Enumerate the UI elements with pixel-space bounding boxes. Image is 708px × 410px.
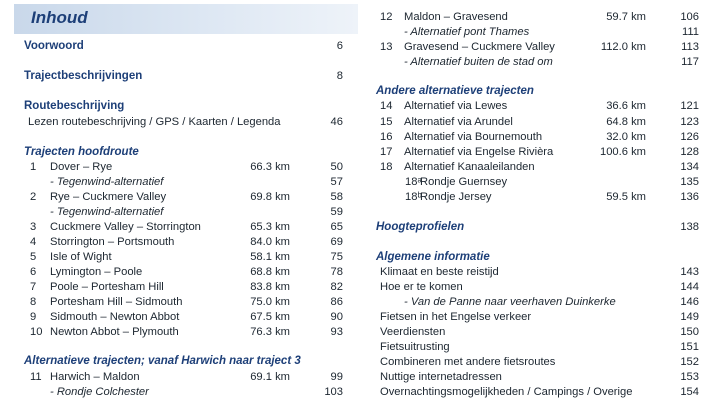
page-number: 78 <box>330 266 343 278</box>
page-number: 111 <box>681 26 699 38</box>
toc-entry <box>0 99 360 114</box>
route-distance: 84.0 km <box>250 236 290 248</box>
page-number: 144 <box>680 281 699 293</box>
toc-entry <box>360 25 708 40</box>
route-number: 6 <box>30 266 37 278</box>
sub-entry-title: - Alternatief pont Thames <box>404 26 530 38</box>
toc-entry <box>360 160 708 175</box>
sub-entry-title: - Rondje Colchester <box>50 386 149 398</box>
entry-title: Fietsuitrusting <box>380 341 450 353</box>
route-title: Newton Abbot – Plymouth <box>50 326 179 338</box>
toc-entry <box>360 280 708 295</box>
route-title: Lymington – Poole <box>50 266 143 278</box>
page-number: 106 <box>680 11 699 23</box>
route-title: Storrington – Portsmouth <box>50 236 175 248</box>
page-number: 6 <box>336 40 343 52</box>
toc-entry <box>0 280 360 295</box>
page-number: 138 <box>680 221 699 233</box>
page-number: 93 <box>330 326 343 338</box>
page-number: 117 <box>681 56 699 68</box>
toc-entry <box>360 250 708 265</box>
toc-entry <box>360 220 708 235</box>
route-distance: 36.6 km <box>606 100 646 112</box>
route-title: Alternatief via Arundel <box>404 116 513 128</box>
page-number: 123 <box>680 116 699 128</box>
route-distance: 64.8 km <box>606 116 646 128</box>
route-distance: 76.3 km <box>250 326 290 338</box>
page-number: 143 <box>680 266 699 278</box>
entry-title: Fietsen in het Engelse verkeer <box>380 311 532 323</box>
route-number: 18ᵇ <box>405 191 422 203</box>
page-number: 113 <box>681 41 699 53</box>
page-number: 154 <box>680 386 699 398</box>
route-distance: 100.6 km <box>599 146 646 158</box>
entry-title: Overnachtingsmogelijkheden / Campings / Overige <box>380 386 633 398</box>
page-number: 46 <box>330 116 343 128</box>
toc-entry <box>360 130 708 145</box>
route-number: 12 <box>380 11 393 23</box>
page-number: 59 <box>330 206 343 218</box>
toc-entry <box>0 205 360 220</box>
toc-entry <box>360 370 708 385</box>
route-title: Alternatief Kanaaleilanden <box>404 161 535 173</box>
entry-title: Combineren met andere fietsroutes <box>380 356 556 368</box>
toc-entry <box>360 265 708 280</box>
toc-entry <box>0 265 360 280</box>
toc-entry <box>0 175 360 190</box>
page-number: 150 <box>680 326 699 338</box>
route-distance: 59.7 km <box>606 11 646 23</box>
route-distance: 68.8 km <box>250 266 290 278</box>
route-distance: 65.3 km <box>250 221 290 233</box>
toc-entry <box>0 235 360 250</box>
toc-entry <box>0 354 360 369</box>
route-number: 16 <box>380 131 393 143</box>
route-number: 13 <box>380 41 393 53</box>
route-number: 15 <box>380 116 393 128</box>
route-distance: 32.0 km <box>606 131 646 143</box>
toc-entry <box>360 10 708 25</box>
route-distance: 59.5 km <box>606 191 646 203</box>
route-distance: 58.1 km <box>250 251 290 263</box>
toc-entry <box>360 55 708 70</box>
route-title: Harwich – Maldon <box>50 371 140 383</box>
route-distance: 75.0 km <box>250 296 290 308</box>
route-distance: 69.1 km <box>250 371 290 383</box>
route-title: Dover – Rye <box>50 161 113 173</box>
route-number: 7 <box>30 281 37 293</box>
route-number: 9 <box>30 311 37 323</box>
page-number: 86 <box>330 296 343 308</box>
route-title: Alternatief via Lewes <box>404 100 508 112</box>
route-number: 10 <box>30 326 43 338</box>
entry-title: Lezen routebeschrijving / GPS / Kaarten / Legenda <box>28 116 281 128</box>
page-number: 69 <box>330 236 343 248</box>
entry-title: Hoe er te komen <box>380 281 463 293</box>
toc-entry <box>0 69 360 84</box>
page-title: Inhoud <box>31 8 88 27</box>
route-title: Sidmouth – Newton Abbot <box>50 311 180 323</box>
page-number: 82 <box>330 281 343 293</box>
page-number: 99 <box>330 371 343 383</box>
toc-entry <box>360 40 708 55</box>
toc-entry <box>360 190 708 205</box>
page-number: 90 <box>330 311 343 323</box>
route-number: 4 <box>30 236 37 248</box>
section-heading: Routebeschrijving <box>24 100 125 112</box>
page-number: 8 <box>336 70 343 82</box>
route-number: 1 <box>30 161 37 173</box>
route-title: Rye – Cuckmere Valley <box>50 191 167 203</box>
route-distance: 83.8 km <box>250 281 290 293</box>
page-number: 65 <box>330 221 343 233</box>
toc-entry <box>360 325 708 340</box>
sub-entry-title: - Tegenwind-alternatief <box>50 206 164 218</box>
route-number: 17 <box>380 146 393 158</box>
toc-entry <box>0 310 360 325</box>
route-number: 3 <box>30 221 37 233</box>
entry-title: Nuttige internetadressen <box>380 371 502 383</box>
toc-entry <box>0 220 360 235</box>
page-number: 134 <box>680 161 699 173</box>
page-number: 126 <box>680 131 699 143</box>
page-number: 151 <box>680 341 699 353</box>
entry-title: Klimaat en beste reistijd <box>380 266 499 278</box>
route-title: Isle of Wight <box>50 251 112 263</box>
sub-entry-title: - Van de Panne naar veerhaven Duinkerke <box>404 296 616 308</box>
page-number: 75 <box>330 251 343 263</box>
toc-entry <box>0 385 360 400</box>
route-title: Gravesend – Cuckmere Valley <box>404 41 555 53</box>
section-heading-italic: Algemene informatie <box>376 251 490 263</box>
section-heading: Voorwoord <box>24 40 84 52</box>
page-number: 128 <box>680 146 699 158</box>
page-number: 135 <box>680 176 699 188</box>
route-number: 18 <box>380 161 393 173</box>
route-distance: 69.8 km <box>250 191 290 203</box>
route-distance: 67.5 km <box>250 311 290 323</box>
route-title: Rondje Jersey <box>420 191 492 203</box>
section-heading-italic: Trajecten hoofdroute <box>24 146 139 158</box>
route-title: Rondje Guernsey <box>420 176 508 188</box>
toc-entry <box>0 145 360 160</box>
section-heading-italic: Hoogteprofielen <box>376 221 465 233</box>
toc-entry <box>0 325 360 340</box>
section-heading-italic: Alternatieve trajecten; vanaf Harwich naar traject 3 <box>24 355 301 367</box>
section-heading: Trajectbeschrijvingen <box>24 70 143 82</box>
toc-entry <box>360 385 708 400</box>
toc-entry <box>0 295 360 310</box>
route-number: 18ᵃ <box>405 176 422 188</box>
page-number: 50 <box>330 161 343 173</box>
route-number: 2 <box>30 191 37 203</box>
page-number: 103 <box>324 386 343 398</box>
route-distance: 66.3 km <box>250 161 290 173</box>
page-number: 136 <box>680 191 699 203</box>
page-number: 149 <box>680 311 699 323</box>
route-title: Poole – Portesham Hill <box>50 281 164 293</box>
toc-entry <box>360 175 708 190</box>
toc-entry <box>360 115 708 130</box>
section-heading-italic: Andere alternatieve trajecten <box>376 85 534 97</box>
page-number: 153 <box>680 371 699 383</box>
toc-entry <box>0 190 360 205</box>
toc-entry <box>0 370 360 385</box>
toc-entry <box>0 39 360 54</box>
page-number: 146 <box>680 296 699 308</box>
route-title: Portesham Hill – Sidmouth <box>50 296 183 308</box>
page-number: 57 <box>330 176 343 188</box>
toc-entry <box>360 310 708 325</box>
page-number: 152 <box>680 356 699 368</box>
toc-entry <box>360 340 708 355</box>
toc-entry <box>0 160 360 175</box>
page-number: 58 <box>330 191 343 203</box>
route-number: 11 <box>30 371 42 383</box>
entry-title: Veerdiensten <box>380 326 446 338</box>
sub-entry-title: - Tegenwind-alternatief <box>50 176 164 188</box>
page-number: 121 <box>680 100 699 112</box>
route-number: 5 <box>30 251 37 263</box>
toc-entry <box>0 115 360 130</box>
route-title: Maldon – Gravesend <box>404 11 508 23</box>
route-title: Alternatief via Engelse Rivièra <box>404 146 554 158</box>
toc-entry <box>360 145 708 160</box>
toc-entry <box>360 295 708 310</box>
toc-entry <box>360 84 708 99</box>
route-distance: 112.0 km <box>600 41 646 53</box>
toc-entry <box>0 250 360 265</box>
route-number: 14 <box>380 100 393 112</box>
toc-entry <box>360 355 708 370</box>
sub-entry-title: - Alternatief buiten de stad om <box>404 56 553 68</box>
route-title: Cuckmere Valley – Storrington <box>50 221 201 233</box>
route-title: Alternatief via Bournemouth <box>404 131 543 143</box>
toc-entry <box>360 99 708 114</box>
route-number: 8 <box>30 296 37 308</box>
